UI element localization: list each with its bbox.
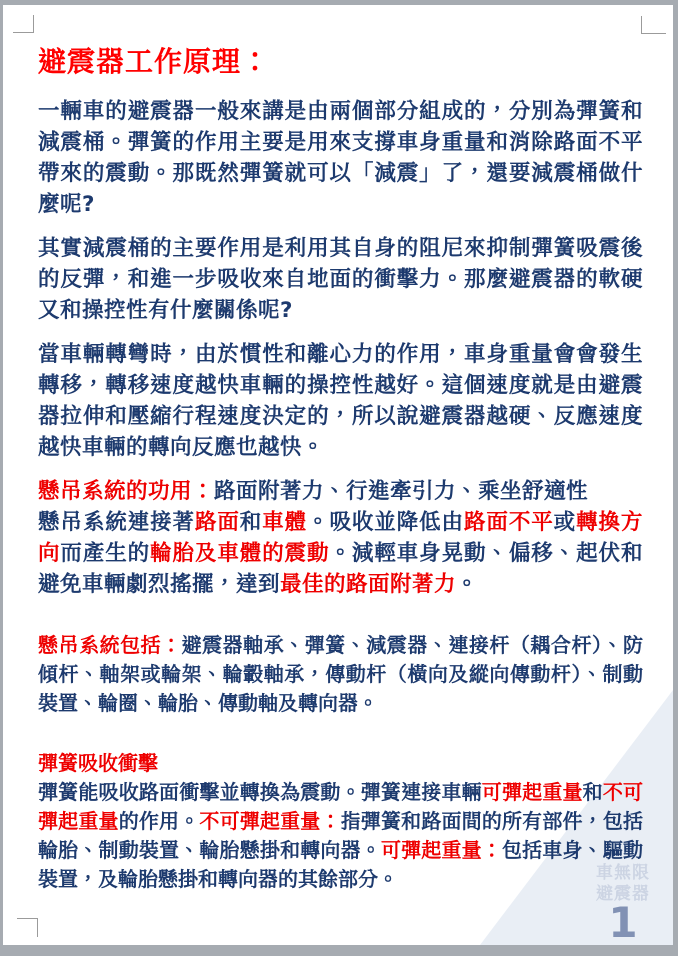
text-run: 指彈簧和路面間的所有部件，包括輪胎、制動裝置、輪胎懸掛和轉向器。 bbox=[38, 809, 644, 862]
text-run: 和 bbox=[239, 510, 263, 535]
paragraph-spring-absorb bbox=[38, 749, 643, 894]
watermark-line-2: 避震器 bbox=[596, 884, 650, 904]
crop-mark-top-left bbox=[13, 15, 34, 33]
text-run: 而產生的 bbox=[60, 541, 151, 566]
text-run: 。 bbox=[456, 572, 479, 597]
text-run-highlight: 不可彈起重量： bbox=[199, 809, 341, 833]
paragraph-intro bbox=[38, 96, 643, 220]
watermark-line-1: 車無限 bbox=[596, 863, 650, 883]
text-run: 一輛車的避震器一般來講是由兩個部分組成的，分別為彈簧和減震桶。彈簧的作用主要是用來支撐車身重量和消除路面不平帶來的震動。那既然彈簧就可以「減震」了，還要減震桶做什麼呢? bbox=[38, 99, 643, 217]
text-run: 。減輕車身晃動、偏移、起伏和避免車輛劇烈搖擺，達到 bbox=[38, 541, 643, 597]
text-run-highlight: 可彈起重量 bbox=[481, 780, 583, 804]
document-page bbox=[3, 5, 673, 945]
paragraph-cornering bbox=[38, 339, 643, 463]
text-run: 當車輛轉彎時，由於慣性和離心力的作用，車身重量會會發生轉移，轉移速度越快車輛的操控性越好。這個速度就是由避震器拉伸和壓縮行程速度決定的，所以說避震器越硬、反應速度越快車輛的轉向反應也越快。 bbox=[38, 342, 643, 460]
page-content bbox=[38, 45, 643, 907]
page-title: 避震器工作原理： bbox=[38, 45, 271, 78]
paragraph-suspension-function bbox=[38, 476, 643, 600]
text-run-highlight: 路面不平 bbox=[463, 510, 554, 535]
text-run: 懸吊系統連接著 bbox=[38, 510, 195, 535]
section-heading-inline: 懸吊系統包括： bbox=[38, 633, 182, 657]
text-run-highlight: 最佳的路面附著力 bbox=[280, 572, 457, 597]
text-run: 包括車身、驅動裝置，及輪胎懸掛和轉向器的其餘部分。 bbox=[38, 838, 644, 891]
text-run-highlight: 不可彈起重量 bbox=[38, 780, 644, 833]
paragraph-damper-role bbox=[38, 233, 643, 326]
paragraph-suspension-parts bbox=[38, 631, 643, 718]
crop-mark-top-right bbox=[641, 16, 666, 34]
text-run-highlight: 轉換方向 bbox=[38, 510, 643, 566]
text-run: 和 bbox=[582, 780, 603, 804]
text-run: 。吸收並降低由 bbox=[307, 510, 464, 535]
section-heading-inline: 彈簧吸收衝擊 bbox=[38, 751, 158, 775]
section-heading-inline: 懸吊系統的功用： bbox=[38, 479, 215, 504]
text-run-highlight: 輪胎及車體的震動 bbox=[150, 541, 330, 566]
text-run: 路面附著力、行進牽引力、乘坐舒適性 bbox=[214, 479, 589, 504]
text-run-highlight: 車體 bbox=[262, 510, 308, 535]
text-run: 避震器軸承、彈簧、減震器、連接杆（耦合杆）、防傾杆、軸架或輪架、輪轂軸承，傳動杆（橫向及縱向傳動杆）、制動裝置、輪圈、輪胎、傳動軸及轉向器。 bbox=[38, 633, 644, 715]
crop-mark-bottom-left bbox=[17, 918, 38, 937]
text-run: 的作用。 bbox=[118, 809, 200, 833]
text-run-highlight: 路面 bbox=[194, 510, 240, 535]
text-run: 其實減震桶的主要作用是利用其自身的阻尼來抑制彈簧吸震後的反彈，和進一步吸收來自地面的衝擊力。那麼避震器的軟硬又和操控性有什麼關係呢? bbox=[38, 236, 643, 323]
text-run: 彈簧能吸收路面衝擊並轉換為震動。彈簧連接車輛 bbox=[38, 780, 482, 804]
page-number: 1 bbox=[608, 898, 638, 945]
text-run: 或 bbox=[553, 510, 577, 535]
text-run-highlight: 可彈起重量： bbox=[380, 838, 502, 862]
